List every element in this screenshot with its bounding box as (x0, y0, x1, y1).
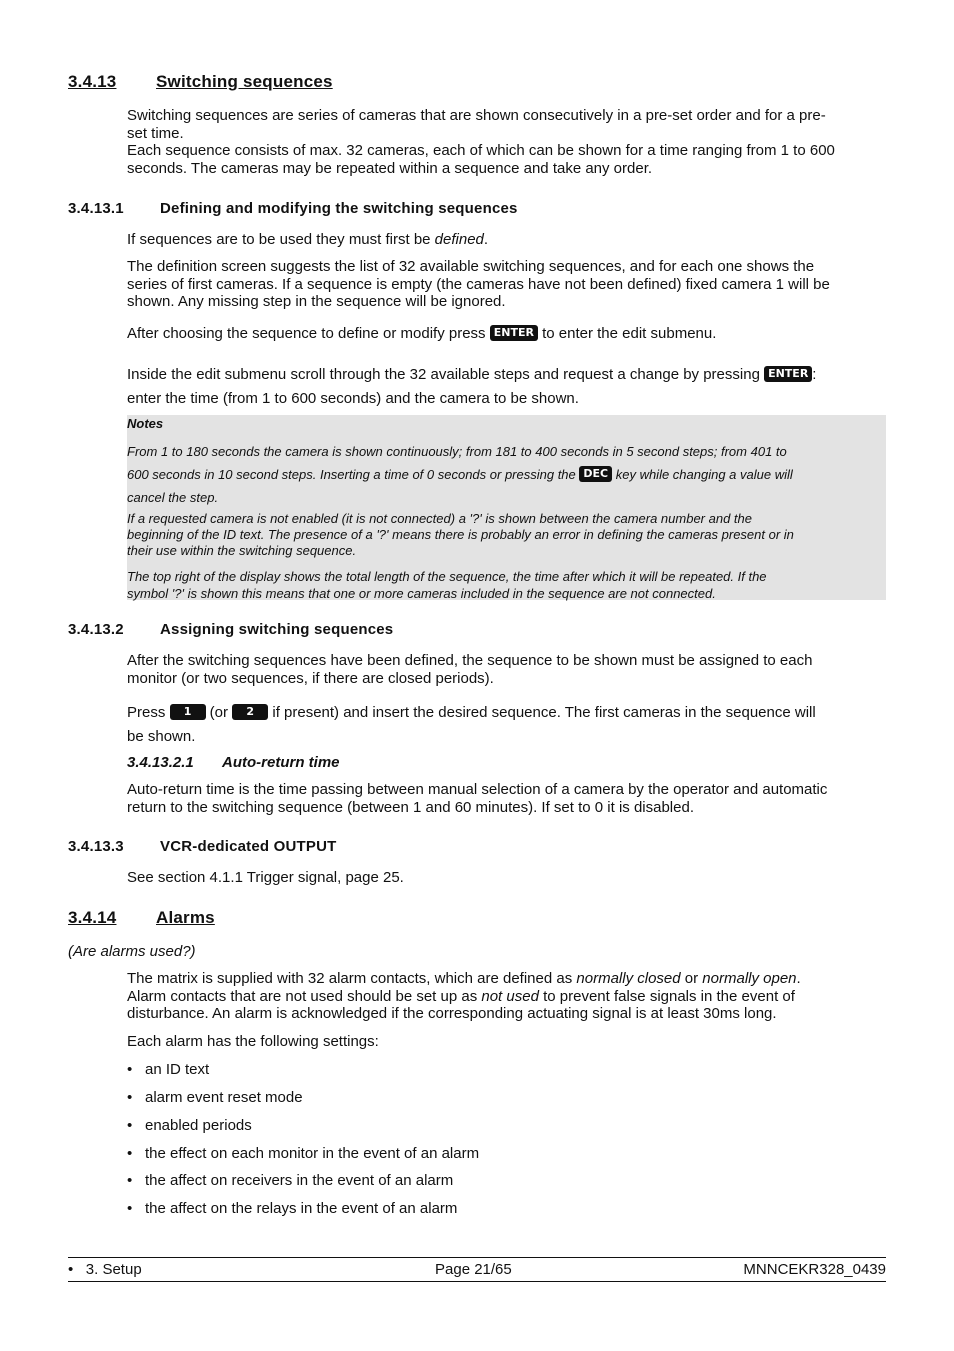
text: to prevent false signals in the event of (538, 987, 795, 1005)
bullet-icon: • (127, 1145, 133, 1162)
text: key while changing a value will (612, 467, 793, 482)
bullet-icon: • (127, 1117, 133, 1134)
paragraph-auto-return (127, 781, 889, 816)
text: After choosing the sequence to define or modify press (127, 325, 490, 342)
dec-key-icon: DEC (579, 466, 612, 482)
heading-number: 3.4.14 (68, 908, 117, 927)
text: or (680, 970, 703, 987)
heading-number: 3.4.13.1 (68, 200, 124, 217)
text-line: seconds. The cameras may be repeated within a sequence and take any order. (127, 159, 653, 177)
heading-switching-sequences (68, 72, 333, 92)
text: If sequences are to be used they must first be (127, 231, 435, 248)
text: Alarm contacts that are not used should be set up as (127, 987, 482, 1005)
footer-divider-bottom (68, 1281, 886, 1282)
text: to enter the edit submenu. (537, 325, 717, 342)
enter-key-icon: ENTER (490, 325, 538, 341)
key-2-icon: 2 (232, 704, 268, 720)
heading-number: 3.4.13.2.1 (127, 754, 194, 771)
text: Inside the edit submenu scroll through the 32 available steps and request a change by pressing (127, 366, 765, 383)
heading-number: 3.4.13 (68, 72, 117, 91)
key-1-icon: 1 (170, 704, 206, 720)
text-line: disturbance. An alarm is acknowledged if the corresponding actuating signal is at least 30ms long. (127, 1005, 777, 1022)
paragraph-see-section: See section 4.1.1 Trigger signal, page 25. (127, 869, 404, 886)
heading-number: 3.4.13.2 (68, 621, 124, 638)
heading-title: Assigning switching sequences (160, 621, 394, 638)
heading-title: Switching sequences (156, 72, 333, 91)
footer-divider-top (68, 1257, 886, 1258)
bullet-icon: • (127, 1172, 133, 1189)
note-display-top-right (127, 568, 877, 602)
text-emphasis: defined (434, 231, 484, 248)
list-item-text: the affect on the relays in the event of an alarm (145, 1200, 458, 1217)
list-item-text: an ID text (145, 1061, 210, 1078)
text-emphasis: normally open (702, 970, 797, 987)
text-line: The definition screen suggests the list of 32 available switching sequences, and for each one shows the (127, 258, 815, 275)
text-line: their use within the switching sequence. (127, 543, 357, 558)
list-item-text: the effect on each monitor in the event of an alarm (145, 1145, 480, 1162)
paragraph-assign (127, 652, 889, 687)
text-line: enter the time (from 1 to 600 seconds) and the camera to be shown. (127, 390, 579, 407)
text-line: The top right of the display shows the total length of the sequence, the time after which it will be repeated. If the (127, 569, 767, 584)
text: 600 seconds in 10 second steps. Inserting a time of 0 seconds or pressing the (127, 467, 580, 482)
text: (or (205, 704, 233, 721)
list-item-text: alarm event reset mode (145, 1089, 303, 1106)
heading-title: Auto-return time (222, 754, 340, 771)
heading-title: VCR-dedicated OUTPUT (160, 838, 337, 855)
text: . (796, 970, 801, 987)
text-line: Switching sequences are series of cameras that are shown consecutively in a pre-set order and for a pre- (127, 107, 826, 124)
list-item (127, 1061, 209, 1078)
heading-number: 3.4.13.3 (68, 838, 124, 855)
footer-page-number: Page 21/65 (435, 1261, 512, 1278)
text: if present) and insert the desired sequence. The first cameras in the sequence will (268, 704, 816, 721)
list-item (127, 1117, 252, 1134)
list-item-text: the affect on receivers in the event of an alarm (145, 1172, 454, 1189)
alarms-question: (Are alarms used?) (68, 943, 196, 960)
bullet-icon: • (127, 1061, 133, 1078)
list-item-text: enabled periods (145, 1117, 252, 1134)
note-timing (127, 440, 877, 509)
heading-auto-return-time (127, 754, 340, 771)
paragraph-defined (127, 231, 889, 249)
enter-key-icon: ENTER (764, 366, 812, 382)
text-line: Auto-return time is the time passing between manual selection of a camera by the operator and automatic (127, 781, 828, 798)
heading-title: Defining and modifying the switching sequences (160, 200, 518, 217)
text-line: From 1 to 180 seconds the camera is shown continuously; from 181 to 400 seconds in 5 second steps; from 401 to (127, 444, 787, 459)
text-line: return to the switching sequence (between 1 and 60 minutes). If set to 0 it is disabled. (127, 798, 694, 816)
paragraph-alarm-contacts (127, 970, 889, 1023)
heading-assigning-sequences (68, 621, 393, 638)
text: . (483, 231, 489, 248)
heading-vcr-output (68, 838, 337, 855)
text-line: If a requested camera is not enabled (it is not connected) a '?' is shown between the camera number and the (127, 511, 752, 526)
bullet-icon: • (68, 1261, 74, 1278)
text-line: beginning of the ID text. The presence of a '?' means there is probably an error in defining the cameras present or in (127, 527, 794, 542)
text-line: set time. (127, 124, 184, 142)
text: : (812, 366, 817, 383)
paragraph-press-enter (127, 325, 889, 343)
list-item (127, 1200, 457, 1217)
list-item (127, 1089, 303, 1106)
paragraph-edit-submenu (127, 363, 889, 411)
note-camera-not-enabled (127, 511, 877, 559)
text-line: After the switching sequences have been defined, the sequence to be shown must be assigned to each (127, 652, 813, 669)
paragraph-alarm-settings: Each alarm has the following settings: (127, 1033, 379, 1050)
paragraph-press-monitor-key (127, 701, 889, 749)
list-item (127, 1145, 479, 1162)
text-emphasis: not used (481, 987, 539, 1005)
heading-alarms (68, 908, 215, 928)
text-line: Each sequence consists of max. 32 cameras, each of which can be shown for a time ranging from 1 to 600 (127, 142, 835, 159)
heading-title: Alarms (156, 908, 215, 927)
text-line: series of first cameras. If a sequence is empty (the cameras have not been defined) fixed camera 1 will be (127, 275, 830, 293)
list-item (127, 1172, 453, 1189)
text-line: cancel the step. (127, 490, 219, 505)
footer-chapter (68, 1261, 142, 1278)
heading-defining-sequences (68, 200, 518, 217)
text-line: shown. Any missing step in the sequence will be ignored. (127, 293, 506, 310)
text-line: symbol '?' is shown this means that one or more cameras included in the sequence are not connected. (127, 586, 716, 601)
footer-doc-code: MNNCEKR328_0439 (743, 1261, 886, 1278)
paragraph-intro-1 (127, 107, 889, 177)
text-line: be shown. (127, 728, 196, 745)
footer-chapter-text: 3. Setup (85, 1261, 142, 1278)
notes-heading: Notes (127, 416, 164, 431)
text-line: monitor (or two sequences, if there are closed periods). (127, 669, 494, 687)
paragraph-definition-screen (127, 258, 889, 311)
text-emphasis: normally closed (576, 970, 681, 987)
bullet-icon: • (127, 1200, 133, 1217)
text: The matrix is supplied with 32 alarm contacts, which are defined as (127, 970, 577, 987)
bullet-icon: • (127, 1089, 133, 1106)
text: Press (127, 704, 170, 721)
